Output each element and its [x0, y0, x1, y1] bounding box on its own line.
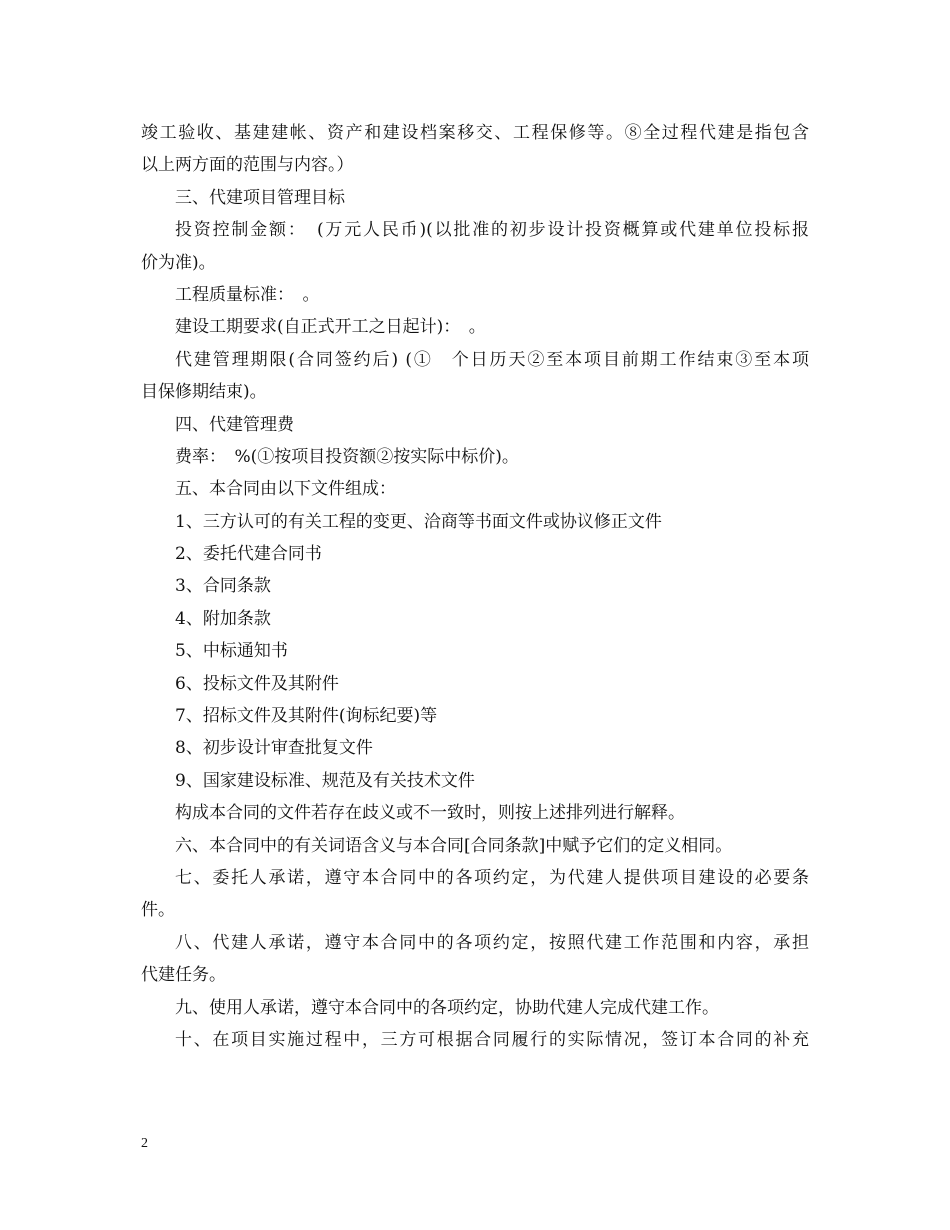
text-line: 七、委托人承诺，遵守本合同中的各项约定，为代建人提供项目建设的必要条	[175, 867, 809, 888]
text-line: 四、代建管理费	[175, 414, 294, 435]
text-line: 2、委托代建合同书	[175, 544, 322, 565]
text-line: 8、初步设计审查批复文件	[175, 738, 373, 759]
text-line: 件。	[141, 900, 175, 921]
text-line: 费率： %(①按项目投资额②按实际中标价)。	[175, 446, 519, 467]
text-line: 九、使用人承诺，遵守本合同中的各项约定，协助代建人完成代建工作。	[175, 997, 719, 1018]
text-line: 以上两方面的范围与内容。）	[141, 155, 354, 176]
text-line: 建设工期要求(自正式开工之日起计)： 。	[175, 317, 486, 338]
text-line: 六、本合同中的有关词语含义与本合同[合同条款]中赋予它们的定义相同。	[175, 835, 733, 856]
text-line: 代建管理期限(合同签约后) (① 个日历天②至本项目前期工作结束③至本项	[175, 349, 809, 370]
text-line: 竣工验收、基建建帐、资产和建设档案移交、工程保修等。⑧全过程代建是指包含	[141, 123, 809, 143]
text-line: 工程质量标准： 。	[175, 284, 320, 305]
text-line: 目保修期结束)。	[141, 382, 267, 403]
text-line: 5、中标通知书	[175, 641, 288, 662]
document-body	[141, 117, 809, 1056]
text-line: 三、代建项目管理目标	[175, 187, 345, 208]
text-line: 代建任务。	[141, 965, 226, 986]
text-line: 3、合同条款	[175, 576, 271, 597]
text-line: 五、本合同由以下文件组成：	[175, 479, 396, 500]
text-line: 投资控制金额： (万元人民币)(以批准的初步设计投资概算或代建单位投标报	[175, 220, 809, 241]
text-line: 1、三方认可的有关工程的变更、洽商等书面文件或协议修正文件	[175, 511, 662, 532]
page-number: 2	[141, 1136, 148, 1151]
text-line: 十、在项目实施过程中，三方可根据合同履行的实际情况，签订本合同的补充	[175, 1029, 809, 1050]
text-line: 6、投标文件及其附件	[175, 673, 339, 694]
text-line: 4、附加条款	[175, 608, 271, 629]
text-line: 7、招标文件及其附件(询标纪要)等	[175, 706, 438, 727]
text-line: 9、国家建设标准、规范及有关技术文件	[175, 770, 475, 791]
text-line: 八、代建人承诺，遵守本合同中的各项约定，按照代建工作范围和内容，承担	[175, 932, 809, 953]
text-line: 价为准)。	[141, 252, 216, 273]
text-line: 构成本合同的文件若存在歧义或不一致时，则按上述排列进行解释。	[175, 803, 685, 824]
